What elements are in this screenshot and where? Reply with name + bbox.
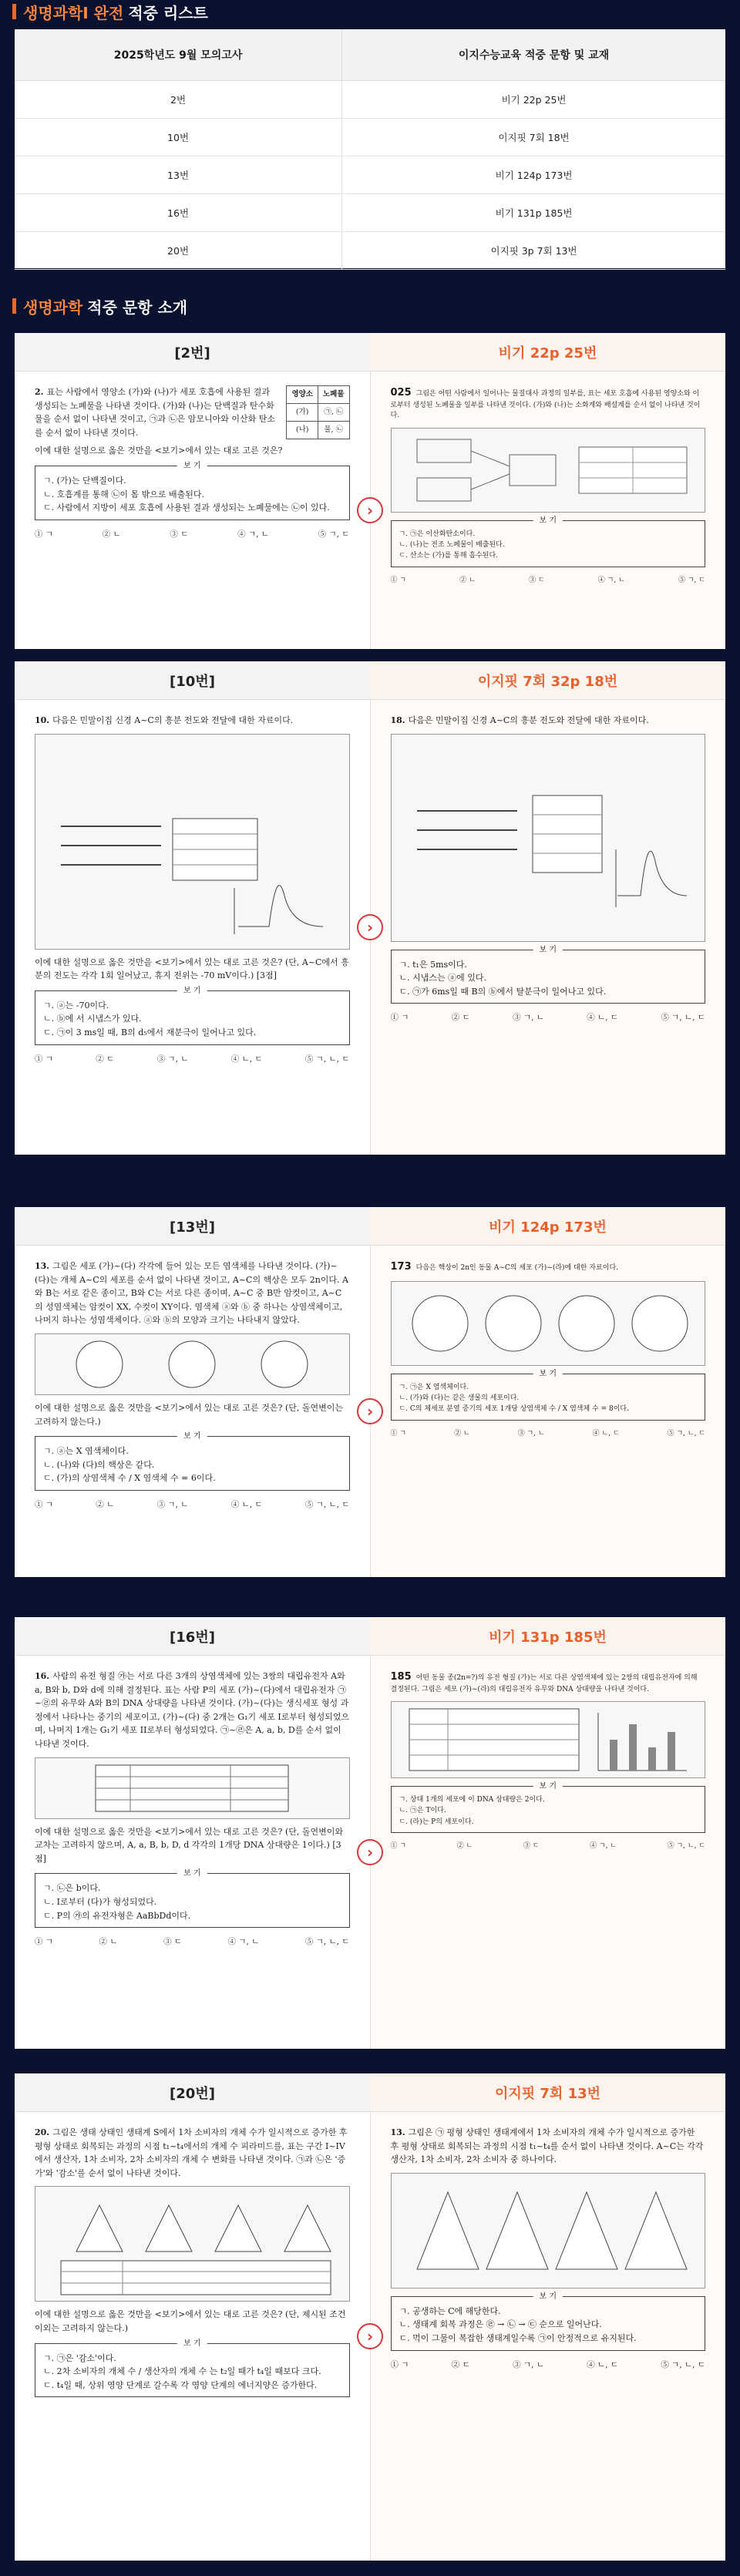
choice: ① ㄱ (390, 576, 407, 584)
bogi-item: ㄱ. ㉡은 b이다. (43, 1883, 101, 1894)
choice: ③ ㄷ (529, 576, 545, 584)
bogi-label: 보 기 (533, 1368, 563, 1380)
answer-choices (391, 575, 706, 586)
answer-choices (391, 1428, 706, 1439)
question-text: 사람의 유전 형질 ㉮는 서로 다른 3개의 상염색체에 있는 3쌍의 대립유전자 A와 a, B와 b, D와 d에 의해 결정된다. 표는 사람 P의 세포 (가)~(다)에서 대립유전자 ㉠~㉣의 유무와 A와 B의 DNA 상대량을 나타낸 것이다. (가)~(다)는 생식세포 형성 과정에서 나타나는 중기의 세포이고, (가)~(다) 중 2개는 G₁기 세포 I로부터 형성되었으며, 나머지 1개는 G₁기 세포 II로부터 형성되었다. ㉠~㉣은 A, a, b, D를 순서 없이 나타낸 것이다. (35, 1671, 350, 1749)
question-ask: 이에 대한 설명으로 옳은 것만을 <보기>에서 있는 대로 고른 것은? (단, A~C에서 흥분의 전도는 각각 1회 일어났고, 휴지 전위는 -70 mV이다.) [3점] (35, 957, 349, 981)
book-question (371, 2112, 726, 2561)
bogi-label: 보 기 (177, 1868, 207, 1880)
bogi-item: ㄱ. t₁은 5ms이다. (399, 959, 467, 970)
bogi-item: ㄴ. 시냅스는 ⓐ에 있다. (399, 973, 486, 984)
pyramid-figure-svg (402, 2177, 695, 2285)
bogi-item: ㄴ. I로부터 (다)가 형성되었다. (43, 1896, 157, 1907)
bogi-box (35, 986, 350, 1045)
bogi-item: ㄷ. 사람에서 지방이 세포 호흡에 사용된 결과 생성되는 노폐물에는 ㉡이 있다. (43, 503, 330, 513)
choice: ① ㄱ (390, 2359, 409, 2369)
bogi-box (35, 1869, 350, 1928)
pyramid-figure (35, 2186, 350, 2302)
exam-question-label: [10번] (15, 661, 370, 699)
choice: ② ㄴ (99, 1937, 118, 1947)
cell-exam: 13번 (15, 156, 342, 193)
card-header (15, 333, 725, 372)
book-question-number: 185 (390, 1671, 412, 1683)
answer-choices (391, 1011, 706, 1024)
bogi-item: ㄴ. 2차 소비자의 개체 수 / 생산자의 개체 수 는 t₂일 때가 t₄일 때보다 크다. (43, 2366, 321, 2377)
nutrient-table: 영양소 노폐물 (가) ㉠, ㉡ (나) 물, ㉡ (286, 385, 349, 439)
choice: ② ㄷ (451, 1013, 470, 1023)
answer-choices (391, 2359, 706, 2372)
book-question-text: 어떤 동물 종(2n=?)의 유전 형질 (가)는 서로 다른 상염색체에 있는 2쌍의 대립유전자에 의해 결정된다. 그림은 세포 (가)~(라)의 대립유전자 유무와 DNA 상대량을 나타낸 것이다. (390, 1674, 698, 1693)
question-card-2 (15, 333, 725, 649)
choice: ① ㄱ (390, 1842, 407, 1851)
choice: ① ㄱ (390, 1013, 409, 1023)
choice: ① ㄱ (35, 1499, 53, 1509)
cell-exam: 2번 (15, 80, 342, 118)
table-row (15, 156, 725, 193)
bogi-label: 보 기 (533, 515, 563, 527)
choice: ② ㄷ (96, 1054, 115, 1064)
choice: ④ ㄴ, ㄷ (230, 1054, 263, 1064)
card-header (15, 1617, 725, 1656)
bogi-item: ㄴ. (나)는 전조 노폐물이 배출된다. (399, 540, 505, 549)
list-title-accent: 생명과학I 완전 (23, 3, 124, 22)
bogi-item: ㄴ. ⓑ에 서 시냅스가 있다. (43, 1014, 142, 1024)
choice: ④ ㄱ, ㄴ (590, 1842, 617, 1851)
book-question-number: 025 (390, 387, 412, 399)
bogi-label: 보 기 (177, 1431, 207, 1443)
choice: ③ ㄱ, ㄴ (156, 1054, 189, 1064)
bogi-box (391, 2292, 706, 2351)
bogi-label: 보 기 (177, 985, 207, 997)
intro-title-rest: 적중 문항 소개 (87, 298, 188, 317)
book-question-text: 다음은 민말이집 신경 A~C의 흥분 전도와 전달에 대한 자료이다. (408, 715, 649, 725)
answer-choices (35, 1053, 350, 1066)
question-text: 표는 사람에서 영양소 (가)와 (나)가 세포 호흡에 사용된 결과 생성되는 노폐물을 나타낸 것이다. (가)와 (나)는 단백질과 탄수화물을 순서 없이 나타낸 것이고, ㉠과 ㉡은 암모니아와 이산화 탄소를 순서 없이 나타낸 것이다. (35, 387, 275, 438)
exam-question (15, 372, 370, 649)
choice: ④ ㄱ, ㄴ (227, 1937, 260, 1947)
book-question-number: 173 (390, 1261, 412, 1273)
hit-list-table (15, 29, 725, 270)
bogi-item: ㄴ. 생태계 회복 과정은 ㉣ → ㉡ → ㉢ 순으로 일어난다. (399, 2319, 602, 2330)
book-question (371, 1656, 726, 2049)
question-ask: 이에 대한 설명으로 옳은 것만을 <보기>에서 있는 대로 고른 것은? (35, 446, 283, 456)
exam-question (15, 700, 370, 1155)
choice: ④ ㄱ, ㄴ (597, 576, 625, 584)
header-book: 이지수능교육 적중 문항 및 교재 (342, 29, 725, 80)
choice: ④ ㄴ, ㄷ (592, 1429, 620, 1438)
cell-book: 이지핏 3p 7회 13번 (342, 231, 725, 269)
book-question (371, 700, 726, 1155)
book-question-text: 그림은 어떤 사람에서 일어나는 물질대사 과정의 일부를, 표는 세포 호흡에 사용된 영양소와 이로부터 생성된 노폐물을 일부를 나타낸 것이다. (가)와 (나)는 소화계와 배설계를 순서 없이 나타낸 것이다. (390, 390, 701, 419)
cell-exam: 20번 (15, 231, 342, 269)
bogi-item: ㄷ. 산소는 (가)를 통해 흡수된다. (399, 552, 499, 560)
bogi-label: 보 기 (533, 2291, 563, 2303)
question-text: 그림은 생태 상태인 생태계 S에서 1차 소비자의 개체 수가 일시적으로 증가한 후 평형 상태로 회복되는 과정의 시점 t₁~t₄에서의 개체 수 피라미드를, 표는 구간 I~IV에서 생산자, 1차 소비자, 2차 소비자의 개체 수 변화를 나타낸 것이다. ㉠과 ㉡은 '증가'와 '감소'를 순서 없이 나타낸 것이다. (35, 2127, 348, 2178)
cell-exam: 16번 (15, 193, 342, 231)
exam-question (15, 1246, 370, 1577)
exam-question-label: [13번] (15, 1207, 370, 1245)
choice: ⑤ ㄱ, ㄴ, ㄷ (304, 1054, 350, 1064)
bogi-box (391, 516, 706, 567)
choice: ① ㄱ (35, 1054, 53, 1064)
card-body (15, 1246, 725, 1577)
bogi-label: 보 기 (177, 2338, 207, 2350)
book-question (371, 1246, 726, 1577)
book-question-label: 비기 131p 185번 (370, 1617, 725, 1655)
bogi-item: ㄱ. ⓐ는 X 염색체이다. (43, 1446, 129, 1457)
question-ask: 이에 대한 설명으로 옳은 것만을 <보기>에서 있는 대로 고른 것은? (단, 돌연변이는 고려하지 않는다.) (35, 1402, 343, 1427)
exam-question (15, 2112, 370, 2561)
question-text: 그림은 세포 (가)~(다) 각각에 들어 있는 모든 염색체를 나타낸 것이다. (가)~(다)는 개체 A~C의 세포를 순서 없이 나타낸 것이고, A~C의 핵상은 모두 2n이다. A와 B는 서로 같은 종이고, B와 C는 서로 다른 종이며, A~C 중 B만 암컷이고, A~C의 성염색체는 암컷이 XX, 수컷이 XY이다. 염색체 ⓐ와 ⓑ 중 하나는 상염색체이고, 나머지 하나는 성염색체이다. ⓐ와 ⓑ의 모양과 크기는 나타내지 않았다. (35, 1261, 348, 1326)
list-section-title (0, 0, 740, 23)
compare-arrow-icon: › (357, 914, 383, 940)
choice: ⑤ ㄱ, ㄴ, ㄷ (661, 2359, 705, 2369)
book-question-number: 18. (390, 715, 405, 725)
choice: ③ ㄱ, ㄴ (156, 1499, 189, 1509)
bogi-box (35, 2339, 350, 2398)
choice: ⑤ ㄱ, ㄴ, ㄷ (304, 1937, 350, 1947)
allele-table-figure (35, 1757, 350, 1819)
choice: ② ㄴ (456, 1842, 473, 1851)
header-exam: 2025학년도 9월 모의고사 (15, 29, 342, 80)
answer-choices (35, 1935, 350, 1949)
choice: ③ ㄷ (163, 1937, 182, 1947)
bogi-item: ㄱ. (가)는 단백질이다. (43, 475, 126, 486)
choice: ① ㄱ (35, 1937, 53, 1947)
chromosome-cells-figure (35, 1333, 350, 1395)
pyramid-figure (391, 2173, 706, 2288)
bogi-item: ㄱ. 상대 1개의 세포에 이 DNA 상대량은 2이다. (399, 1796, 545, 1804)
bogi-box (391, 1782, 706, 1833)
bogi-item: ㄴ. 호흡계를 통해 ㉡이 몸 밖으로 배출된다. (43, 489, 204, 499)
card-header (15, 1207, 725, 1246)
book-question-label: 비기 22p 25번 (370, 333, 725, 371)
card-header (15, 661, 725, 700)
choice: ⑤ ㄱ, ㄷ (318, 529, 350, 539)
choice: ① ㄱ (35, 529, 53, 539)
card-body (15, 2112, 725, 2561)
choice: ⑤ ㄱ, ㄴ, ㄷ (667, 1842, 705, 1851)
choice: ② ㄴ (454, 1429, 470, 1438)
cell-exam: 10번 (15, 118, 342, 156)
choice: ⑤ ㄱ, ㄴ, ㄷ (667, 1429, 705, 1438)
bogi-item: ㄱ. ⓐ는 -70이다. (43, 1000, 109, 1011)
bogi-item: ㄴ. ㉠은 T이다. (399, 1807, 446, 1815)
book-question-number: 13. (390, 2127, 405, 2137)
card-header (15, 2073, 725, 2112)
bogi-item: ㄷ. C의 체세포 분열 중기의 세포 1개당 상염색체 수 / X 염색체 수 = 8이다. (399, 1405, 629, 1414)
list-title-rest: 적중 리스트 (128, 3, 208, 22)
bogi-item: ㄷ. ㉠가 6ms일 때 B의 ⓑ에서 탈분극이 일어나고 있다. (399, 986, 607, 997)
choice: ③ ㄱ, ㄴ (513, 1013, 544, 1023)
title-accent-bar (12, 4, 16, 19)
metabolism-diagram-svg (402, 432, 695, 509)
question-card-13 (15, 1207, 725, 1577)
question-ask: 이에 대한 설명으로 옳은 것만을 <보기>에서 있는 대로 고른 것은? (단, 돌연변이와 교차는 고려하지 않으며, A, a, B, b, D, d 각각의 1개당 DNA 상대량은 1이다.) [3점] (35, 1826, 343, 1864)
bogi-item: ㄱ. ㉠은 이산화탄소이다. (399, 530, 476, 538)
choice: ④ ㄴ, ㄷ (587, 2359, 619, 2369)
dna-table-chart-svg (402, 1705, 695, 1774)
bogi-item: ㄷ. t₄일 때, 상위 영양 단계로 갈수록 각 영양 단계의 에너지양은 증가한다. (43, 2379, 318, 2390)
bogi-item: ㄷ. (가)의 상염색체 수 / X 염색체 수 = 6이다. (43, 1473, 216, 1484)
choice: ② ㄴ (102, 529, 121, 539)
table-row (15, 231, 725, 269)
compare-arrow-icon: › (357, 2323, 383, 2349)
dna-table-and-chart-figure (391, 1701, 706, 1778)
book-question (371, 372, 726, 649)
answer-choices (35, 528, 350, 541)
table-row (15, 118, 725, 156)
allele-table-svg (92, 1761, 292, 1815)
table-row (15, 80, 725, 118)
card-body (15, 700, 725, 1155)
bogi-item: ㄷ. ㉠이 3 ms일 때, B의 d₅에서 재분극이 일어나고 있다. (43, 1027, 257, 1037)
question-card-10 (15, 661, 725, 1155)
question-number: 2. (35, 387, 44, 397)
book-question-text: 다음은 핵상이 2n인 동물 A~C의 세포 (가)~(라)에 대한 자료이다. (415, 1264, 618, 1272)
choice: ③ ㄷ (523, 1842, 540, 1851)
bogi-item: ㄱ. 공생하는 C에 해당한다. (399, 2305, 501, 2316)
bogi-label: 보 기 (177, 460, 207, 472)
book-question-label: 이지핏 7회 13번 (370, 2073, 725, 2111)
bogi-item: ㄴ. (나)와 (다)의 핵상은 같다. (43, 1459, 155, 1470)
exam-question-label: [20번] (15, 2073, 370, 2111)
choice: ④ ㄴ, ㄷ (230, 1499, 263, 1509)
question-text: 다음은 민말이집 신경 A~C의 흥분 전도와 전달에 대한 자료이다. (52, 715, 294, 725)
bogi-box (391, 945, 706, 1004)
intro-section-title (0, 294, 740, 318)
question-card-16 (15, 1617, 725, 2049)
choice: ② ㄴ (459, 576, 476, 584)
bogi-box (391, 1369, 706, 1421)
choice: ③ ㄱ, ㄴ (513, 2359, 544, 2369)
question-ask: 이에 대한 설명으로 옳은 것만을 <보기>에서 있는 대로 고른 것은? (단, 제시된 조건 이외는 고려하지 않는다.) (35, 2309, 346, 2333)
table-row (15, 193, 725, 231)
question-number: 20. (35, 2127, 50, 2137)
bogi-item: ㄱ. ㉠은 X 염색체이다. (399, 1383, 469, 1391)
title-accent-bar (12, 298, 16, 314)
exam-question-label: [16번] (15, 1617, 370, 1655)
bogi-item: ㄷ. (라)는 P의 세포이다. (399, 1818, 474, 1826)
compare-arrow-icon: › (357, 1398, 383, 1424)
bogi-item: ㄷ. P의 ㉮의 유전자형은 AaBbDd이다. (43, 1910, 191, 1921)
exam-question-label: [2번] (15, 333, 370, 371)
nerve-figure-svg (402, 742, 695, 934)
choice: ④ ㄴ, ㄷ (587, 1013, 619, 1023)
question-number: 16. (35, 1671, 50, 1681)
question-number: 13. (35, 1261, 50, 1271)
choice: ③ ㄷ (170, 529, 189, 539)
chromosome-cells-figure (391, 1281, 706, 1366)
chromosome-cells-svg (402, 1285, 695, 1362)
metabolism-diagram (391, 428, 706, 513)
bogi-box (35, 1432, 350, 1491)
answer-choices (35, 1498, 350, 1512)
bogi-label: 보 기 (533, 1781, 563, 1793)
compare-arrow-icon: › (357, 497, 383, 523)
question-number: 10. (35, 715, 50, 725)
choice: ② ㄴ (96, 1499, 115, 1509)
book-question-text: 그림은 ㉠ 평형 상태인 생태계에서 1차 소비자의 개체 수가 일시적으로 증가한 후 평형 상태로 회복되는 과정의 시점 t₁~t₄를 순서 없이 나타낸 것이다. A~C는 각각 생산자, 1차 소비자, 2차 소비자 중 하나이다. (390, 2127, 704, 2165)
compare-arrow-icon: › (357, 1839, 383, 1865)
bogi-item: ㄱ. ㉠은 '감소'이다. (43, 2352, 116, 2363)
choice: ⑤ ㄱ, ㄴ, ㄷ (304, 1499, 350, 1509)
answer-choices (391, 1841, 706, 1851)
bogi-item: ㄷ. 먹이 그물이 복잡한 생태계일수록 ㉠이 안정적으로 유지된다. (399, 2332, 637, 2343)
choice: ② ㄷ (451, 2359, 470, 2369)
bogi-item: ㄴ. (가)와 (다)는 같은 생물의 세포이다. (399, 1394, 520, 1402)
bogi-box (35, 461, 350, 520)
chromosome-cells-svg (53, 1337, 331, 1391)
book-question-label: 비기 124p 173번 (370, 1207, 725, 1245)
book-question-label: 이지핏 7회 32p 18번 (370, 661, 725, 699)
choice: ③ ㄱ, ㄴ (517, 1429, 545, 1438)
cell-book: 비기 22p 25번 (342, 80, 725, 118)
exam-question (15, 1656, 370, 2049)
cell-book: 비기 131p 185번 (342, 193, 725, 231)
nerve-conduction-figure (391, 734, 706, 942)
card-body (15, 1656, 725, 2049)
choice: ① ㄱ (390, 1429, 407, 1438)
nerve-conduction-figure (35, 734, 350, 950)
pyramid-figure-svg (45, 2190, 338, 2298)
cell-book: 비기 124p 173번 (342, 156, 725, 193)
nerve-figure-svg (45, 742, 338, 942)
choice: ⑤ ㄱ, ㄴ, ㄷ (661, 1013, 705, 1023)
choice: ④ ㄱ, ㄴ (237, 529, 269, 539)
card-body (15, 372, 725, 649)
intro-title-accent: 생명과학 (23, 298, 83, 317)
cell-book: 이지핏 7회 18번 (342, 118, 725, 156)
bogi-label: 보 기 (533, 944, 563, 957)
choice: ⑤ ㄱ, ㄷ (678, 576, 705, 584)
question-card-20 (15, 2073, 725, 2561)
hit-list-table-wrap (15, 29, 725, 268)
